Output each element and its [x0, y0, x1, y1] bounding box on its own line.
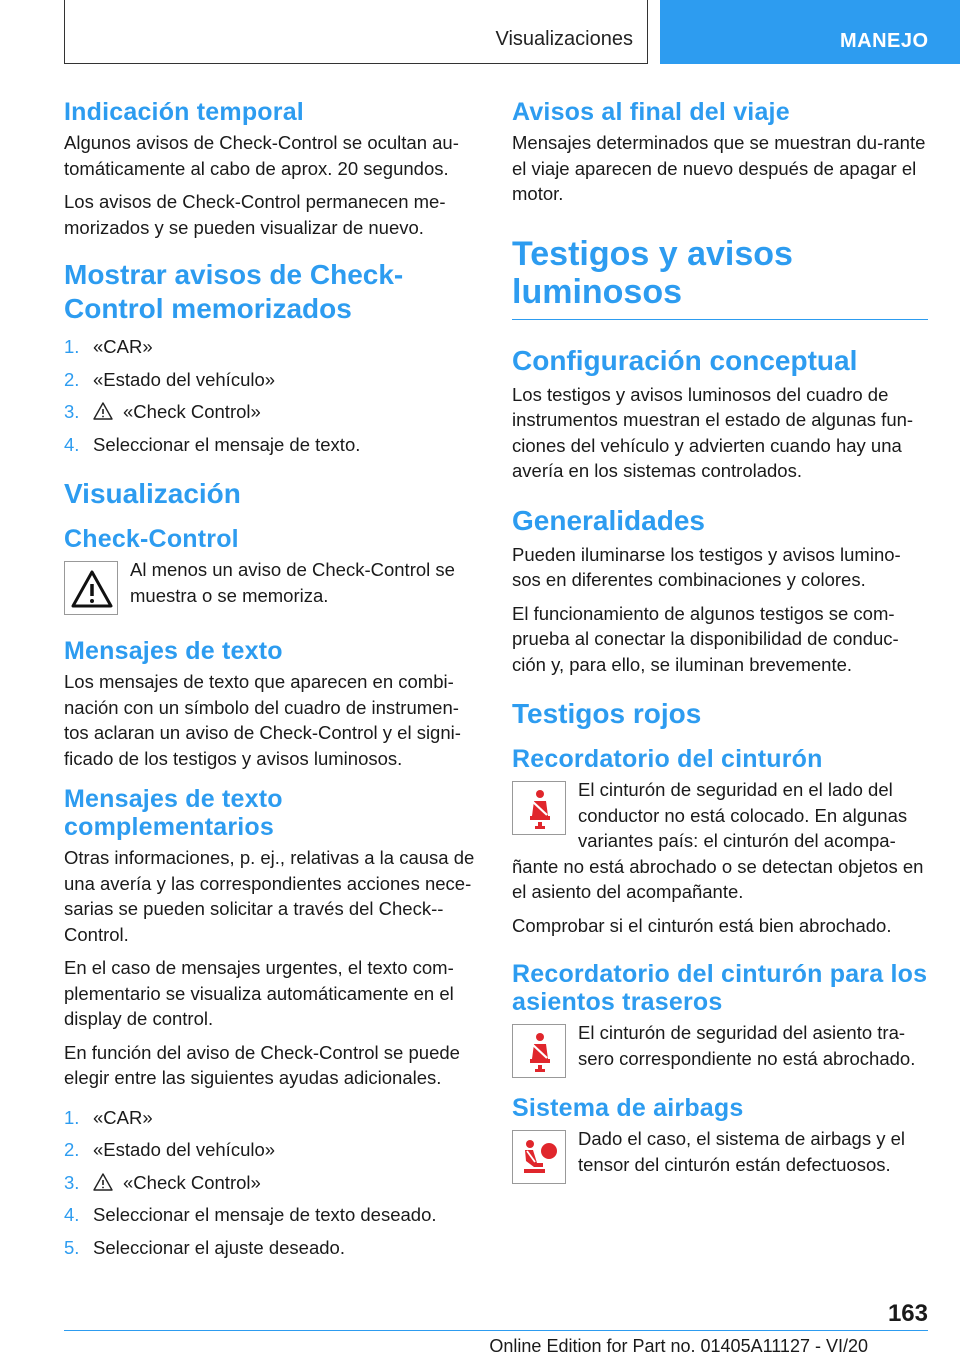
list-item: 1. «CAR» — [64, 336, 153, 357]
list-item: 1. «CAR» — [64, 1106, 153, 1128]
heading-indicacion-temporal: Indicación temporal — [64, 98, 304, 126]
paragraph: Mensajes determinados que se muestran du-rante el viaje aparecen de nuevo después de apagar el motor. — [512, 132, 926, 204]
list-item: 2. «Estado del vehículo» — [64, 1139, 276, 1160]
chapter-heading: Testigos y avisos luminosos — [512, 235, 928, 320]
icon-block — [512, 1020, 928, 1078]
list-item: 5. Seleccionar el ajuste deseado. — [64, 1236, 345, 1258]
airbag-warning-icon — [512, 1130, 566, 1184]
list-item: 3. «Check Control» — [64, 401, 261, 422]
icon-block — [64, 557, 480, 615]
warning-triangle-icon — [93, 401, 113, 421]
section-title: Visualizaciones — [495, 28, 633, 50]
icon-block — [512, 1126, 928, 1184]
section-tab — [64, 0, 648, 64]
subheading-check-control: Check-Control — [64, 525, 239, 553]
paragraph: En el caso de mensajes urgentes, el texto com-plementario se visualiza automáticamente en el display de control. — [64, 957, 454, 1029]
icon-description: El cinturón de seguridad del asiento tra-sero correspondiente no está abrochado. — [578, 1022, 916, 1069]
heading-generalidades: Generalidades — [512, 504, 705, 536]
list-item: 3. «Check Control» — [64, 1171, 261, 1193]
subheading-recordatorio-traseros: Recordatorio del cinturón para los asientos traseros — [512, 960, 928, 1016]
warning-triangle-icon — [93, 1172, 113, 1192]
list-item: 2. «Estado del vehículo» — [64, 368, 276, 390]
paragraph: ñante no está abrochado o se detectan objetos en el asiento del acompañante. — [512, 855, 924, 902]
paragraph: Los mensajes de texto que aparecen en combi-nación con un símbolo del cuadro de instrumen-tos aclaran un aviso de Check-Control y el signi-ficado de los testigos y avisos luminosos. — [64, 671, 461, 769]
list-item: 4. Seleccionar el mensaje de texto. — [64, 433, 361, 455]
icon-description: El cinturón de seguridad en el lado del conductor no está colocado. En algunas variantes país: el cinturón del acompa- — [578, 779, 908, 851]
rear-seatbelt-warning-icon — [512, 1024, 566, 1078]
paragraph: Otras informaciones, p. ej., relativas a la causa de una avería y las correspondientes acciones nece-sarias se pueden solicitar a través del Check--Control. — [64, 847, 475, 945]
icon-description: Al menos un aviso de Check-Control se muestra o se memoriza. — [130, 559, 455, 606]
paragraph: Comprobar si el cinturón está bien abrochado. — [512, 914, 892, 936]
heading-mensajes-complementarios: Mensajes de texto complementarios — [64, 785, 283, 841]
heading-mensajes-texto: Mensajes de texto — [64, 637, 283, 665]
subheading-sistema-airbags: Sistema de airbags — [512, 1094, 744, 1122]
seatbelt-warning-icon — [512, 781, 566, 835]
edition-note: Online Edition for Part no. 01405A11127 - VI/20 — [489, 1336, 868, 1356]
chapter-title: MANEJO — [840, 30, 929, 52]
chapter-tab — [660, 0, 960, 64]
paragraph: El funcionamiento de algunos testigos se com-prueba al conectar la disponibilidad de conduc-ción y, para ello, se iluminan brevemente. — [512, 602, 899, 675]
left-column — [64, 98, 480, 1267]
steps-list — [64, 334, 480, 457]
list-item: 4. Seleccionar el mensaje de texto deseado. — [64, 1204, 437, 1225]
steps-list — [64, 1105, 480, 1261]
heading-visualizacion: Visualización — [64, 478, 241, 509]
heading-configuracion-conceptual: Configuración conceptual — [512, 344, 858, 376]
heading-avisos-final-viaje: Avisos al final del viaje — [512, 98, 790, 126]
warning-triangle-icon — [64, 561, 118, 615]
right-column — [512, 98, 928, 1190]
page-header — [0, 0, 960, 66]
paragraph: Algunos avisos de Check-Control se ocultan au-tomáticamente al cabo de aprox. 20 segundos. — [64, 132, 459, 179]
footer-divider — [64, 1330, 928, 1331]
page-number: 163 — [887, 1300, 928, 1327]
paragraph: Los testigos y avisos luminosos del cuadro de instrumentos muestran el estado de algunas fun-ciones del vehículo y advierten cuando hay una avería en los sistemas controlados. — [512, 383, 914, 481]
paragraph: En función del aviso de Check-Control se puede elegir entre las siguientes ayudas adicionales. — [64, 1041, 460, 1088]
paragraph: Pueden iluminarse los testigos y avisos lumino-sos en diferentes combinaciones y colores. — [512, 543, 901, 590]
paragraph: Los avisos de Check-Control permanecen me-morizados y se pueden visualizar de nuevo. — [64, 191, 446, 238]
icon-description: Dado el caso, el sistema de airbags y el tensor del cinturón están defectuosos. — [578, 1128, 906, 1175]
icon-block — [512, 777, 928, 854]
subheading-recordatorio-cinturon: Recordatorio del cinturón — [512, 745, 823, 773]
heading-mostrar-avisos: Mostrar avisos de Check-Control memorizados — [64, 259, 404, 324]
heading-testigos-rojos: Testigos rojos — [512, 698, 702, 729]
